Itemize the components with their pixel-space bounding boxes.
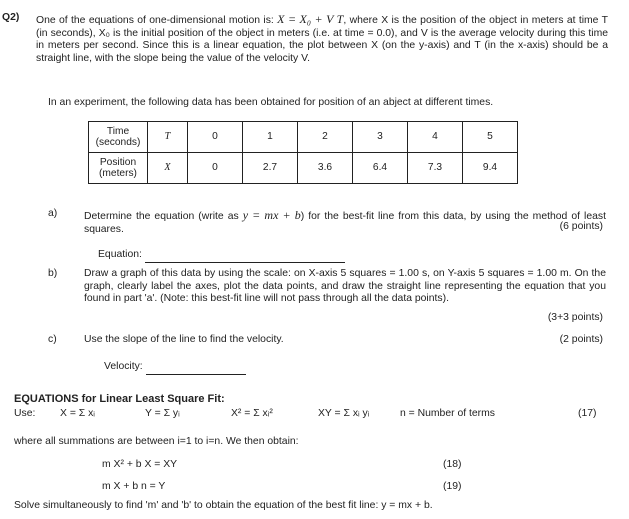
def-x2: X² = Σ xᵢ²	[231, 408, 273, 419]
part-b-letter: b)	[48, 268, 58, 279]
solve-text: Solve simultaneously to find 'm' and 'b' to obtain the equation of the best fit line: y = mx + b.	[14, 500, 433, 511]
time-header: Time (seconds)	[89, 122, 148, 153]
position-header: Position (meters)	[89, 153, 148, 184]
question-text-part1: One of the equations of one-dimensional motion is:	[36, 15, 278, 26]
part-c-text: Use the slope of the line to find the velocity.	[84, 334, 284, 345]
position-value: 6.4	[353, 153, 408, 184]
time-row	[89, 122, 518, 153]
time-value: 0	[188, 122, 243, 153]
equation-answer-line[interactable]	[145, 249, 345, 263]
eq-number-18: (18)	[443, 459, 462, 470]
part-a-points: (6 points)	[559, 221, 603, 232]
equation-answer	[98, 249, 345, 263]
eq-number-19: (19)	[443, 481, 462, 492]
position-row	[89, 153, 518, 184]
velocity-answer-line[interactable]	[146, 361, 246, 375]
position-value: 3.6	[298, 153, 353, 184]
time-value: 2	[298, 122, 353, 153]
part-a-text: Determine the equation (write as y = mx + b) for the best-fit line from this data, by using the method of least squares.	[84, 208, 606, 235]
part-c-points: (2 points)	[559, 334, 603, 345]
equation-19: m X + b n = Y	[102, 481, 166, 492]
time-value: 3	[353, 122, 408, 153]
eq-number-17: (17)	[578, 408, 597, 419]
part-a-letter: a)	[48, 208, 58, 219]
part-c-letter: c)	[48, 334, 57, 345]
time-value: 4	[408, 122, 463, 153]
def-xy: XY = Σ xᵢ yᵢ	[318, 408, 370, 419]
line-formula: y = mx + b	[242, 208, 301, 222]
where-text: where all summations are between i=1 to i=n. We then obtain:	[14, 436, 299, 447]
def-x: X = Σ xᵢ	[60, 408, 95, 419]
equation-18: m X² + b X = XY	[102, 459, 178, 470]
use-label: Use:	[14, 408, 36, 419]
velocity-label: Velocity:	[104, 361, 143, 372]
motion-equation: X = X₀ + V T	[277, 12, 344, 26]
velocity-answer	[104, 361, 246, 375]
position-value: 2.7	[243, 153, 298, 184]
equation-label: Equation:	[98, 249, 142, 260]
position-symbol: X	[148, 153, 188, 184]
question-text-part2: , where X is the position of the object in meters at time T (in seconds), X₀ is the initial position of the object in meters (i.e. at time = 0.0), and V is the average velocity during this time in meters per second. Since this is a linear equation, the plot between X (on the y-axis) and T (in the x-axis) should be a straight line, with the slope being the value of the velocity V.	[36, 15, 608, 65]
data-table	[88, 121, 518, 184]
position-value: 7.3	[408, 153, 463, 184]
time-value: 5	[463, 122, 518, 153]
question-number: Q2)	[2, 12, 20, 23]
question-text	[36, 12, 608, 66]
time-symbol: T	[148, 122, 188, 153]
equations-title: EQUATIONS for Linear Least Square Fit:	[14, 393, 225, 405]
position-value: 9.4	[463, 153, 518, 184]
experiment-intro: In an experiment, the following data has been obtained for position of an abject at different times.	[48, 97, 494, 108]
def-n: n = Number of terms	[400, 408, 495, 419]
part-b-points: (3+3 points)	[547, 312, 603, 323]
time-value: 1	[243, 122, 298, 153]
part-b-text: Draw a graph of this data by using the scale: on X-axis 5 squares = 1.00 s, on Y-axis 5 squares = 1.00 m. On the graph, clearly label the axes, plot the data points, and draw the straight line representing the equation that you found in part 'a'. (Note: this best-fit line will not pass through all the data points).	[84, 268, 606, 305]
position-value: 0	[188, 153, 243, 184]
def-y: Y = Σ yᵢ	[145, 408, 180, 419]
